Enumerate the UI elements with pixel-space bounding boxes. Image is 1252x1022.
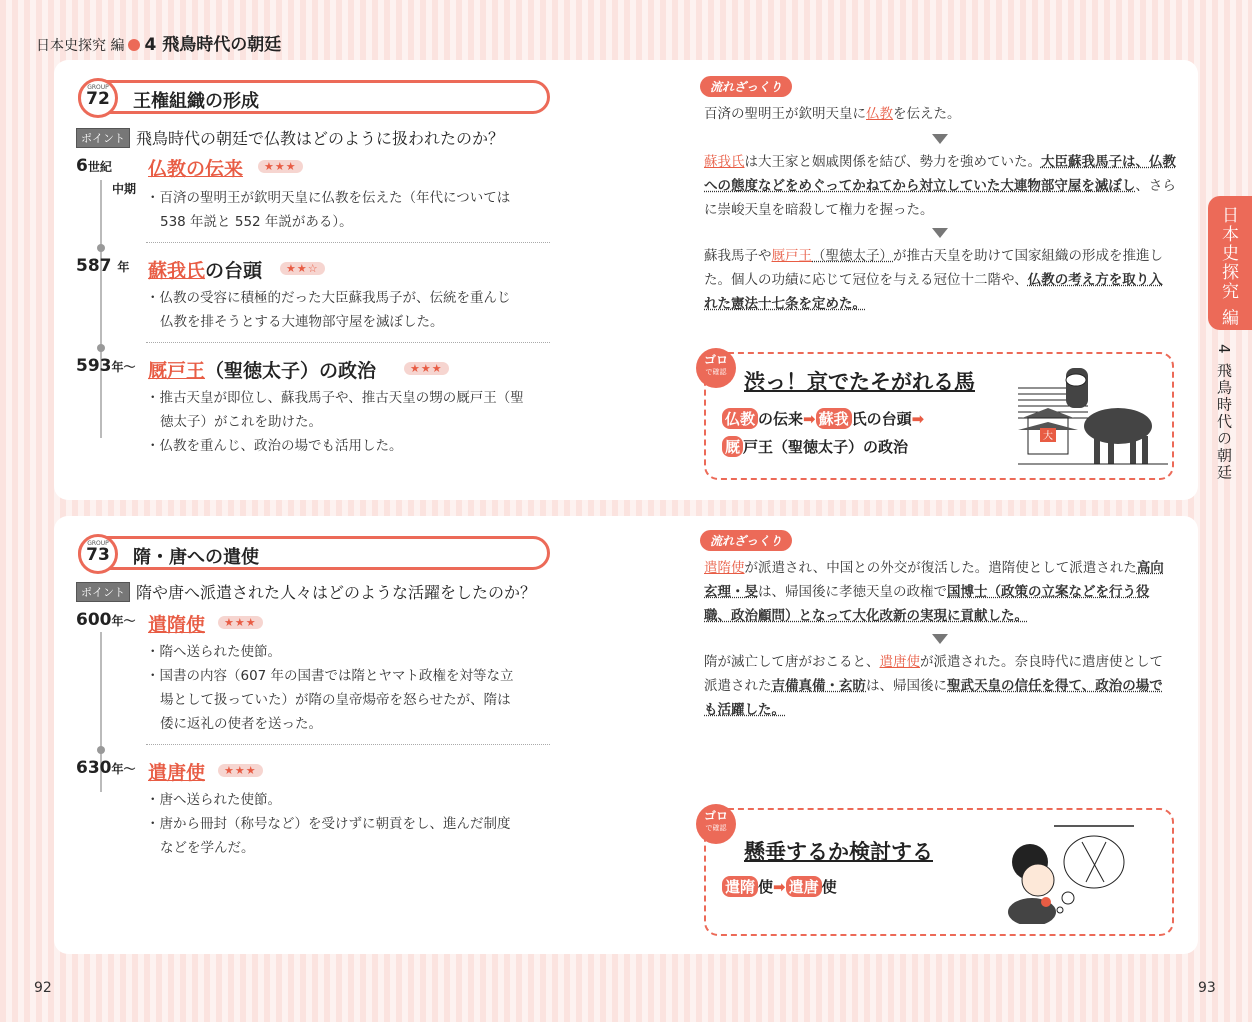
goro-phrase: 懸垂するか検討する xyxy=(744,840,933,864)
event-topic: 厩戸王（聖徳太子）の政治 xyxy=(148,360,377,382)
timeline-dot xyxy=(97,746,105,754)
event-topic: 仏教の伝来 xyxy=(148,158,244,180)
goro-line-1: 遣隋 使➡ 遣唐 使 xyxy=(722,876,837,897)
point-tag: ポイント xyxy=(76,128,130,148)
event-body: ・仏教の受容に積極的だった大臣蘇我馬子が、伝統を重んじ 仏教を排そうとする大連物部守屋を滅ぼした。 xyxy=(146,290,511,330)
timeline-dot xyxy=(97,344,105,352)
goro-line-1: 仏教 の伝来➡ 蘇我 氏の台頭➡ xyxy=(722,408,924,429)
event-body: ・隋へ送られた使節。 ・国書の内容（607 年の国書では隋とヤマト政権を対等な立 場として扱っていた）が隋の皇帝煬帝を怒らせたが、隋は 倭に返礼の使者を送った。 xyxy=(146,644,514,732)
goro-line-2: 厩 戸王（聖徳太子）の政治 xyxy=(722,436,908,457)
group-73-badge xyxy=(78,534,118,574)
timeline-dot xyxy=(97,244,105,252)
group-label: GROUP xyxy=(87,84,109,91)
group-73-title: 隋・唐への遣使 xyxy=(133,547,259,568)
importance-stars: ★★★ xyxy=(404,362,449,375)
book-header xyxy=(36,30,281,55)
divider xyxy=(146,744,550,745)
chapter-title: 4 飛鳥時代の朝廷 xyxy=(144,35,282,55)
point-tag: ポイント xyxy=(76,582,130,602)
point-text: 飛鳥時代の朝廷で仏教はどのように扱われたのか？ xyxy=(136,129,505,148)
flow-text-3: 蘇我馬子や厩戸王（聖徳太子）が推古天皇を助けて国家組織の形成を推進した。個人の功績に応じて冠位を与える冠位十二階や、仏教の考え方を取り入れた憲法十七条を定めた。 xyxy=(704,248,1163,312)
down-arrow-icon xyxy=(932,634,948,644)
event-topic: 遣隋使 xyxy=(148,614,206,636)
flow-text-1: 百済の聖明王が欽明天皇に仏教を伝えた。 xyxy=(704,106,961,122)
event-topic: 遣唐使 xyxy=(148,762,206,784)
page-number-left: 92 xyxy=(34,980,52,996)
goro-phrase: 渋っ！京でたそがれる馬 xyxy=(744,370,975,394)
group-72-point xyxy=(76,126,504,149)
page-number-right: 93 xyxy=(1198,980,1216,996)
svg-text:大: 大 xyxy=(1043,431,1053,442)
importance-stars: ★★★ xyxy=(258,160,303,173)
event-year: 600年～ xyxy=(76,610,136,630)
thinking-person-illustration xyxy=(994,822,1144,924)
flow-text-2: 蘇我氏は大王家と姻戚関係を結び、勢力を強めていた。大臣蘇我馬子は、仏教への態度などをめぐってかねてから対立していた大連物部守屋を滅ぼし、さらに崇峻天皇を暗殺して権力を握った。 xyxy=(704,154,1176,218)
flow-text-5: 隋が滅亡して唐がおこると、遣唐使が派遣された。奈良時代に遣唐使として派遣された吉備真備・玄昉は、帰国後に聖武天皇の信任を得て、政治の場でも活躍した。 xyxy=(704,654,1163,718)
flow-tag: 流れざっくり xyxy=(700,76,792,97)
group-label: GROUP xyxy=(87,540,109,547)
book-label: 日本史探究 編 xyxy=(36,38,125,54)
side-tab[interactable] xyxy=(1208,196,1252,330)
flow-tag: 流れざっくり xyxy=(700,530,792,551)
down-arrow-icon xyxy=(932,134,948,144)
goro-badge: ゴロ で確認 xyxy=(696,348,736,388)
down-arrow-icon xyxy=(932,228,948,238)
point-text: 隋や唐へ派遣された人々はどのような活躍をしたのか？ xyxy=(136,583,537,602)
event-sub: 中期 xyxy=(112,182,137,196)
bullet-dot-icon xyxy=(128,39,140,51)
goro-badge: ゴロ で確認 xyxy=(696,804,736,844)
divider xyxy=(146,242,550,243)
side-chapter-label: 4 飛鳥時代の朝廷 xyxy=(1215,344,1233,482)
group-72-badge xyxy=(78,78,118,118)
side-tab-label: 日本史探究 編 xyxy=(1218,206,1238,328)
event-body: ・百済の聖明王が欽明天皇に仏教を伝えた（年代については 538 年説と 552 年説がある）。 xyxy=(146,190,511,230)
importance-stars: ★★★ xyxy=(218,616,263,629)
event-year: 630年～ xyxy=(76,758,136,778)
event-body: ・唐へ送られた使節。 ・唐から冊封（称号など）を受けずに朝貢をし、進んだ制度 などを学んだ。 xyxy=(146,792,511,856)
event-body: ・推古天皇が即位し、蘇我馬子や、推古天皇の甥の厩戸王（聖 徳太子）がこれを助けた。 ・仏教を重んじ、政治の場でも活用した。 xyxy=(146,390,524,454)
group-number: 72 xyxy=(86,89,110,109)
horse-illustration xyxy=(1018,358,1168,470)
importance-stars: ★★☆ xyxy=(280,262,325,275)
group-72-header xyxy=(78,80,550,114)
group-73-point xyxy=(76,580,536,603)
group-73-header xyxy=(78,536,550,570)
flow-text-4: 遣隋使が派遣され、中国との外交が復活した。遣隋使として派遣された高向玄理・旻は、帰国後に孝徳天皇の政権で国博士（政策の立案などを行う役職、政治顧問）となって大化改新の実現に貢献した。 xyxy=(704,560,1164,624)
event-year: 587 年 xyxy=(76,256,130,276)
importance-stars: ★★★ xyxy=(218,764,263,777)
divider xyxy=(146,342,550,343)
event-topic: 蘇我氏の台頭 xyxy=(148,260,263,282)
group-72-title: 王権組織の形成 xyxy=(133,91,259,112)
timeline-line xyxy=(100,180,102,438)
group-number: 73 xyxy=(86,545,110,565)
event-year: 6世紀 xyxy=(76,156,112,176)
event-year: 593年～ xyxy=(76,356,136,376)
